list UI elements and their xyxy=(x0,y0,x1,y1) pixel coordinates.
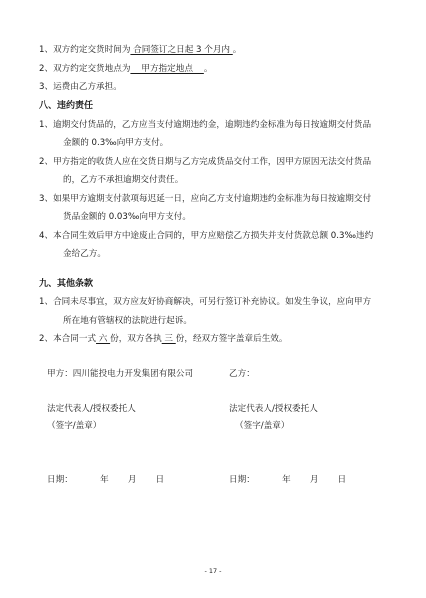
clause-number: 3、 xyxy=(39,194,54,204)
clause-text: 甲方指定的收货人应在交货日期与乙方完成货品交付工作，因甲方原因无法交付货品 xyxy=(53,157,372,167)
clause-text: 。 xyxy=(203,64,213,74)
clause-number: 2、 xyxy=(39,157,54,167)
clause-8-2-cont: 的，乙方不承担逾期交付责任。 xyxy=(63,175,184,185)
clause-text: 如果甲方逾期支付款项每迟延一日，应向乙方支付逾期违约金标准为每日按逾期交付 xyxy=(53,194,372,204)
clause-text: 份，双方各执 xyxy=(110,334,162,344)
clause-text: 。 xyxy=(232,45,242,55)
clause-number: 2、 xyxy=(39,64,54,74)
clause-7-2 xyxy=(39,64,212,75)
clause-number: 1、 xyxy=(39,120,54,130)
section-9-heading: 九、其他条款 xyxy=(39,279,94,289)
delivery-place-value: 甲方指定地点 xyxy=(130,64,204,74)
clause-9-2 xyxy=(39,334,287,345)
clause-text: 本合同一式 xyxy=(53,334,97,344)
clause-text: 本合同生效后甲方中途废止合同的，甲方应赔偿乙方损失并支付货款总额 0.3‰违约 xyxy=(53,231,374,241)
clause-text: 双方约定交货地点为 xyxy=(53,64,131,74)
clause-text: 逾期交付货品的，乙方应当支付逾期违约金，逾期违约金标准为每日按逾期交付货品 xyxy=(53,120,372,130)
clause-number: 4、 xyxy=(39,231,54,241)
clause-8-4 xyxy=(39,231,373,242)
clause-8-4-cont: 金给乙方。 xyxy=(63,249,106,259)
clause-7-1 xyxy=(39,45,241,56)
clause-7-3 xyxy=(39,82,122,93)
clause-number: 1、 xyxy=(39,45,54,55)
page-number: - 17 - xyxy=(204,567,222,575)
section-8-heading: 八、违约责任 xyxy=(39,101,94,111)
party-b-seal-note: （签字/盖章） xyxy=(235,421,290,431)
clause-8-1-cont: 金额的 0.3‰向甲方支付。 xyxy=(63,138,169,148)
party-a-date: 日期： 年 月 日 xyxy=(47,475,165,485)
clause-number: 3、 xyxy=(39,82,54,92)
clause-text: 运费由乙方承担。 xyxy=(53,82,122,92)
clause-text: 份，经双方签字盖章后生效。 xyxy=(175,334,288,344)
clause-number: 1、 xyxy=(39,297,54,307)
clause-text: 双方约定交货时间为 xyxy=(53,45,131,55)
party-b-date: 日期： 年 月 日 xyxy=(229,475,347,485)
party-b-representative: 法定代表人/授权委托人 xyxy=(229,404,318,414)
clause-8-3-cont: 货品金额的 0.03‰向甲方支付。 xyxy=(63,212,191,222)
party-a-seal-note: （签字/盖章） xyxy=(47,421,102,431)
party-b-name: 乙方： xyxy=(229,369,255,379)
delivery-time-value: 合同签订之日起 3 个月内 xyxy=(130,45,233,55)
party-a-name: 甲方：四川能投电力开发集团有限公司 xyxy=(47,369,194,379)
clause-8-1 xyxy=(39,120,371,131)
clause-text: 合同未尽事宜，双方应友好协商解决，可另行签订补充协议。如发生争议，应向甲方 xyxy=(53,297,372,307)
party-a-representative: 法定代表人/授权委托人 xyxy=(47,404,136,414)
clause-number: 2、 xyxy=(39,334,54,344)
clause-8-2 xyxy=(39,157,371,168)
clause-9-1 xyxy=(39,297,371,308)
copies-count: 六 xyxy=(96,334,111,344)
copies-each: 三 xyxy=(161,334,176,344)
clause-8-3 xyxy=(39,194,371,205)
clause-9-1-cont: 所在地有管辖权的法院进行起诉。 xyxy=(63,316,192,326)
